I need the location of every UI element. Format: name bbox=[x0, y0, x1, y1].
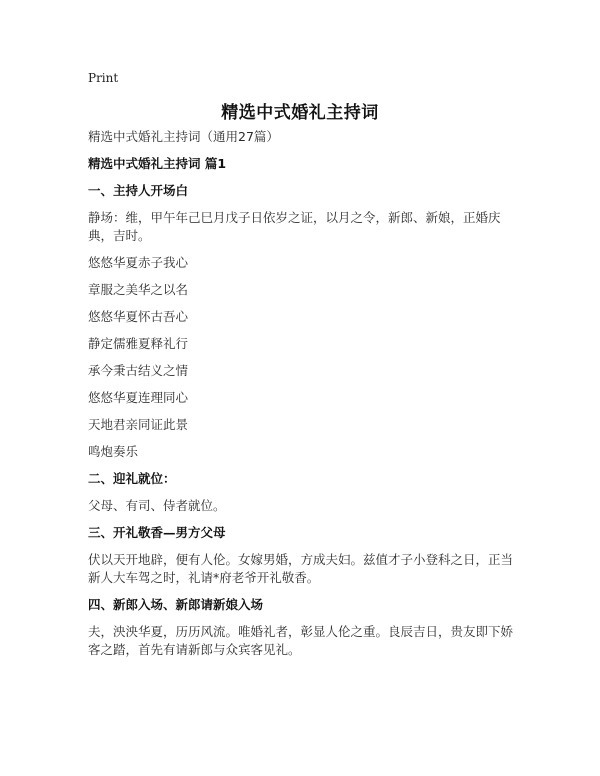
section-heading: 三、开礼敬香—男方父母 bbox=[88, 525, 226, 540]
paragraph: 精选中式婚礼主持词（通用27篇） bbox=[88, 129, 279, 144]
paragraph: 悠悠华夏赤子我心 bbox=[88, 255, 189, 270]
paragraph: 静场：维，甲午年己巳月戊子日依岁之证，以月之令，新郎、新娘，正婚庆典，吉时。 bbox=[88, 210, 501, 243]
paragraph: 夫，泱泱华夏，历历风流。唯婚礼者，彰显人伦之重。良辰吉日，贵友即下娇客之踏，首先有请新郎与众宾客见礼。 bbox=[88, 624, 514, 657]
paragraph: 鸣炮奏乐 bbox=[88, 444, 139, 459]
paragraph: 父母、有司、侍者就位。 bbox=[88, 498, 226, 513]
paragraph: 章服之美华之以名 bbox=[88, 282, 189, 297]
section-heading: 一、主持人开场白 bbox=[88, 183, 189, 198]
paragraph: 悠悠华夏连理同心 bbox=[88, 390, 189, 405]
section-heading: 精选中式婚礼主持词 篇1 bbox=[88, 156, 227, 171]
paragraph: 悠悠华夏怀古吾心 bbox=[88, 309, 189, 324]
paragraph: 承今秉古结义之情 bbox=[88, 363, 189, 378]
section-heading: 四、新郎入场、新郎请新娘入场 bbox=[88, 597, 264, 612]
paragraph: 伏以天开地辟，便有人伦。女嫁男婚，方成夫妇。兹值才子小登科之日，正当新人大车驾之时，礼请*府老爷开礼敬香。 bbox=[88, 552, 514, 585]
print-label: Print bbox=[88, 71, 119, 85]
paragraph: 天地君亲同证此景 bbox=[88, 417, 189, 432]
section-heading: 二、迎礼就位： bbox=[88, 471, 176, 486]
document-title: 精选中式婚礼主持词 bbox=[221, 103, 379, 123]
paragraph: 静定儒雅夏释礼行 bbox=[88, 336, 189, 351]
document-body bbox=[88, 128, 520, 668]
